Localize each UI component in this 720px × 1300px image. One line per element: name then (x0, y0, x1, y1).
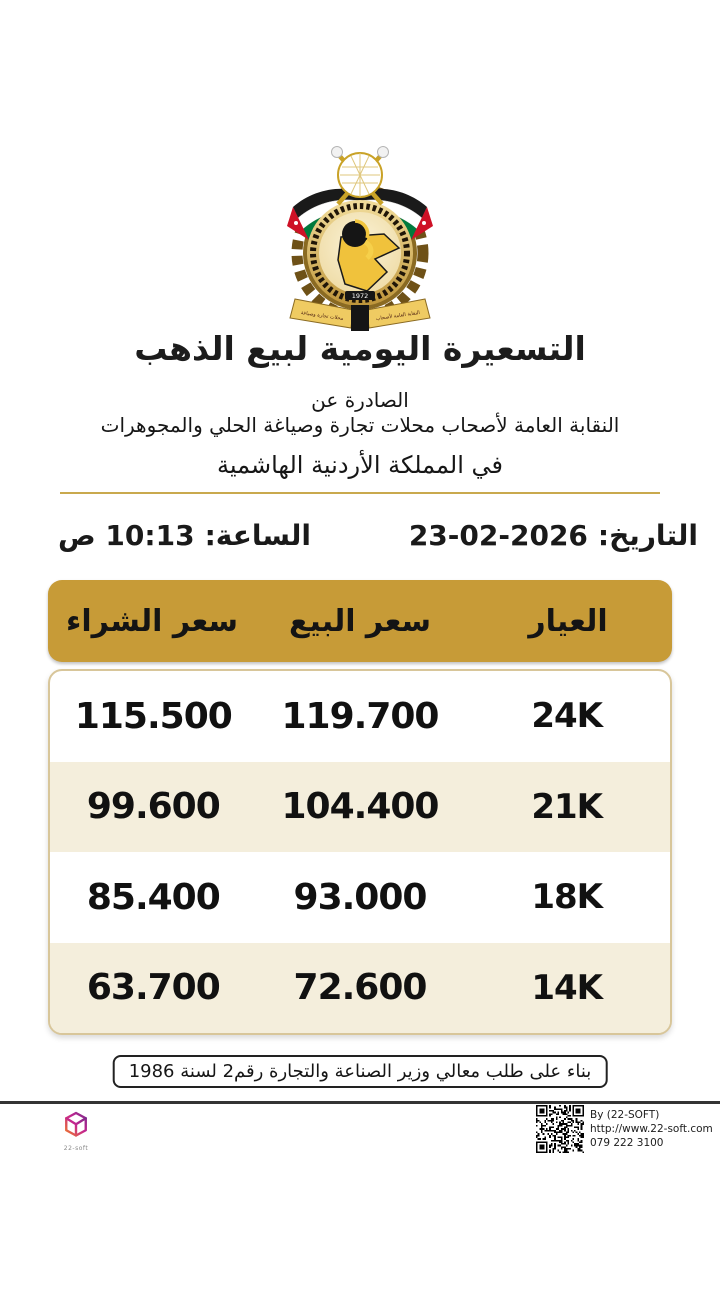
column-karat: العيار (528, 603, 608, 639)
credit-by: By (22-SOFT) (590, 1109, 660, 1121)
footer-divider (0, 1101, 720, 1104)
karat-value: 24K (531, 696, 602, 737)
sell-price: 72.600 (293, 967, 427, 1009)
syndicate-emblem-icon (285, 141, 435, 333)
price-table-header (48, 580, 672, 662)
software-credit (590, 1108, 715, 1150)
emblem-ribbon-left-text: محلات تجارة وصياغة (300, 310, 344, 322)
sell-price: 93.000 (293, 876, 427, 918)
country-line: في المملكة الأردنية الهاشمية (216, 451, 504, 479)
page-title: التسعيرة اليومية لبيع الذهب (134, 329, 586, 368)
buy-price: 63.700 (86, 967, 220, 1009)
emblem-year: 1972 (351, 292, 369, 300)
company-cube-logo (52, 1110, 100, 1152)
karat-value: 21K (531, 786, 602, 827)
column-sell-price: سعر البيع (288, 603, 432, 639)
time-value: 10:13 ص (58, 518, 195, 552)
buy-price: 99.600 (86, 786, 220, 828)
table-row-18k (50, 852, 670, 943)
qr-code (536, 1105, 584, 1153)
credit-url: http://www.22-soft.com (590, 1123, 713, 1135)
table-row-14k (50, 943, 670, 1034)
karat-value: 14K (531, 967, 602, 1008)
buy-price: 85.400 (86, 876, 220, 918)
credit-phone: 079 222 3100 (590, 1137, 664, 1149)
time-label: الساعة: (204, 518, 311, 552)
date-group (409, 519, 698, 552)
cube-icon (60, 1110, 92, 1140)
emblem-ribbon-right-text: النقابة العامة لأصحاب (375, 309, 421, 323)
gold-divider (60, 492, 660, 494)
organization-name: النقابة العامة لأصحاب محلات تجارة وصياغة الحلي والمجوهرات (100, 413, 620, 437)
karat-value: 18K (531, 877, 602, 918)
ministry-note: بناء على طلب معالي وزير الصناعة والتجارة رقم2 لسنة 1986 (113, 1055, 608, 1088)
sell-price: 104.400 (281, 786, 439, 828)
buy-price: 115.500 (74, 695, 232, 737)
table-row-21k (50, 762, 670, 853)
table-row-24k (50, 671, 670, 762)
date-value: 23-02-2026 (408, 518, 588, 552)
datetime-row (0, 511, 720, 559)
column-buy-price: سعر الشراء (66, 603, 238, 639)
cube-logo-caption: 22-soft (63, 1145, 89, 1152)
time-group (58, 519, 311, 552)
sell-price: 119.700 (281, 695, 439, 737)
issued-by-line: الصادرة عن (311, 388, 409, 412)
date-label: التاريخ: (597, 518, 698, 552)
price-table-body (48, 669, 672, 1035)
